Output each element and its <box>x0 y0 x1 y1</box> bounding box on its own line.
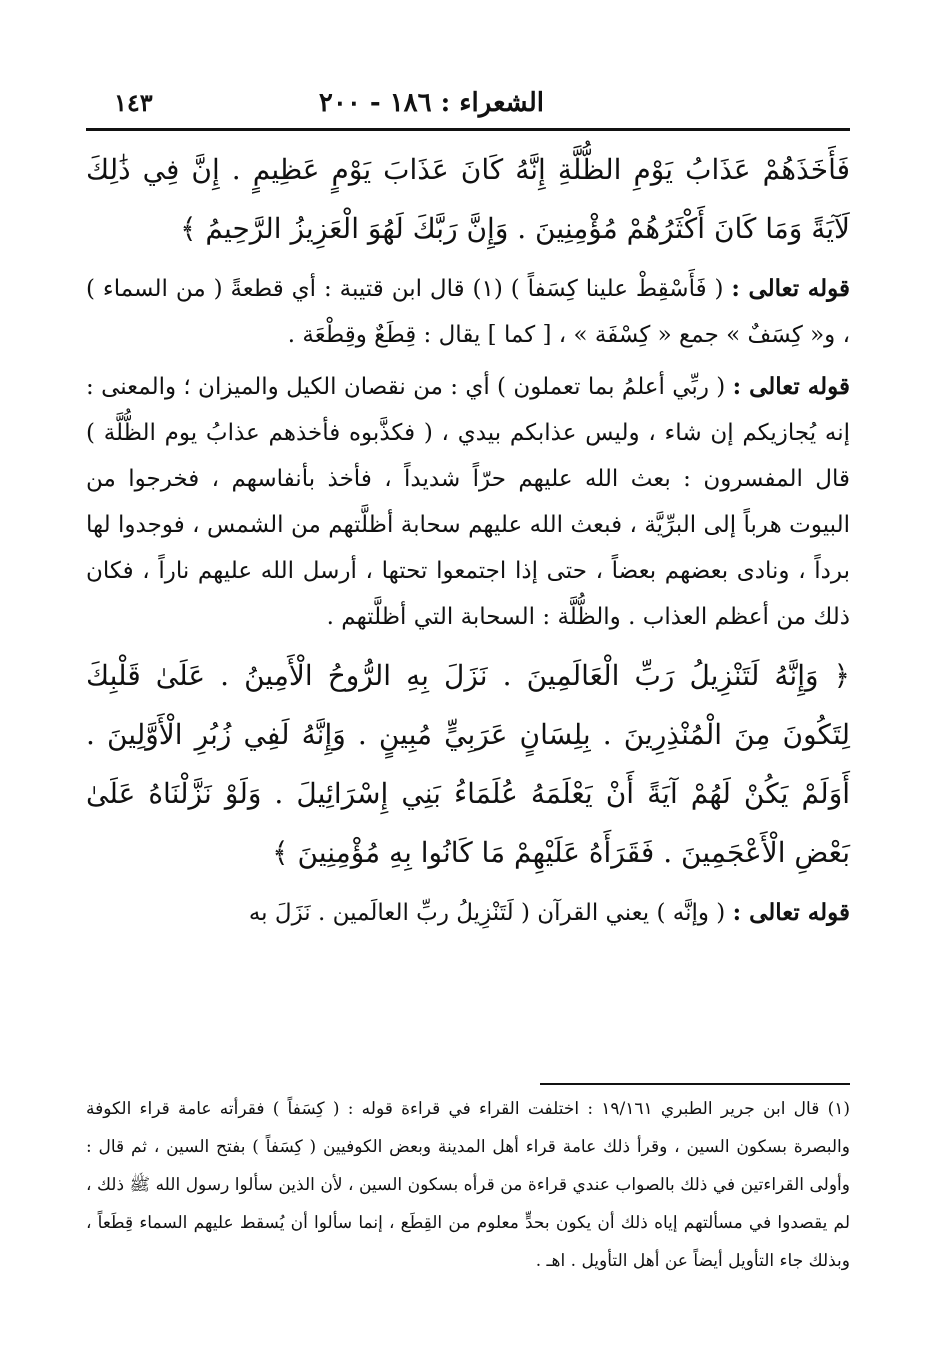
footnote <box>86 1090 850 1280</box>
commentary-paragraph <box>86 364 850 640</box>
paragraph-label: قوله تعالى : <box>731 275 851 302</box>
paragraph-text: ( ربِّي أعلمُ بما تعملون ) أي : من نقصان الكيل والميزان ؛ والمعنى : إنه يُجازيكم إن شاء ، وليس عذابكم بيدي ، ( فكذَّبوه فأخذهم عذابُ يوم الظُّلَّة ) قال المفسرون : بعث الله عليهم حرّاً شديداً ، فأخذ بأنفاسهم ، فخرجوا من البيوت هرباً إلى البرِّيَّة ، فبعث الله عليهم سحابة أظلَّتهم من الشمس ، فوجدوا لها برداً ، ونادى بعضهم بعضاً ، حتى إذا اجتمعوا تحتها ، أرسل الله عليهم ناراً ، فكان ذلك من أعظم العذاب . والظُّلَّة : السحابة التي أظلَّتهم . <box>86 374 850 630</box>
page-header <box>86 0 850 118</box>
running-title: الشعراء : ١٨٦ - ٢٠٠ <box>318 88 544 118</box>
commentary-paragraph <box>86 890 850 936</box>
paragraph-label: قوله تعالى : <box>732 899 850 926</box>
quran-verse-block <box>86 140 850 258</box>
quran-verse-text: ﴿ وَإِنَّهُ لَتَنْزِيلُ رَبِّ الْعَالَمِينَ . نَزَلَ بِهِ الرُّوحُ الْأَمِينُ . عَلَىٰ قَلْبِكَ لِتَكُونَ مِنَ الْمُنْذِرِينَ . بِلِسَانٍ عَرَبِيٍّ مُبِينٍ . وَإِنَّهُ لَفِي زُبُرِ الْأَوَّلِينَ . أَوَلَمْ يَكُنْ لَهُمْ آيَةً أَنْ يَعْلَمَهُ عُلَمَاءُ بَنِي إِسْرَائِيلَ . وَلَوْ نَزَّلْنَاهُ عَلَىٰ بَعْضِ الْأَعْجَمِينَ . فَقَرَأَهُ عَلَيْهِمْ مَا كَانُوا بِهِ مُؤْمِنِينَ ﴾ <box>86 659 850 869</box>
quran-verse-text: فَأَخَذَهُمْ عَذَابُ يَوْمِ الظُّلَّةِ إِنَّهُ كَانَ عَذَابَ يَوْمٍ عَظِيمٍ . إِنَّ فِي ذَٰلِكَ لَآيَةً وَمَا كَانَ أَكْثَرُهُمْ مُؤْمِنِينَ . وَإِنَّ رَبَّكَ لَهُوَ الْعَزِيزُ الرَّحِيمُ ﴾ <box>86 153 850 245</box>
page-number: ١٤٣ <box>114 88 153 117</box>
paragraph-text: ( وإنَّه ) يعني القرآن ( لَتَنْزِيلُ ربِّ العالَمين . نَزَلَ به <box>248 900 726 926</box>
page-body <box>86 140 850 942</box>
quran-verse-block <box>86 646 850 882</box>
paragraph-text: ( فَأَسْقِطْ علينا كِسَفاً ) (١) قال ابن قتيبة : أي قطعةً ( من السماء ) ، و« كِسَفٌ » جمع « كِسْفَة » ، [ كما ] يقال : قِطَعٌ وقِطْعَة . <box>86 276 850 348</box>
paragraph-label: قوله تعالى : <box>732 373 850 400</box>
commentary-paragraph <box>86 266 850 358</box>
header-rule <box>86 128 850 131</box>
footnote-rule <box>540 1083 850 1085</box>
footnote-text: (١) قال ابن جرير الطبري ١٩/١٦١ : اختلفت القراء في قراءة قوله : ( كِسَفاً ) فقرأته عامة قراء الكوفة والبصرة بسكون السين ، وقرأ ذلك عامة قراء أهل المدينة وبعض الكوفيين ( كِسَفاً ) بفتح السين ، ثم قال : وأولى القراءتين في ذلك بالصواب عندي قراءة من قرأه بسكون السين ، لأن الذين سألوا رسول الله ﷺ ذلك ، لم يقصدوا في مسألتهم إياه ذلك أن يكون بحدٍّ معلوم من القِطَع ، إنما سألوا أن يُسقط عليهم السماء قِطَعاً ، وبذلك جاء التأويل أيضاً عن أهل التأويل . اهـ . <box>86 1099 850 1271</box>
